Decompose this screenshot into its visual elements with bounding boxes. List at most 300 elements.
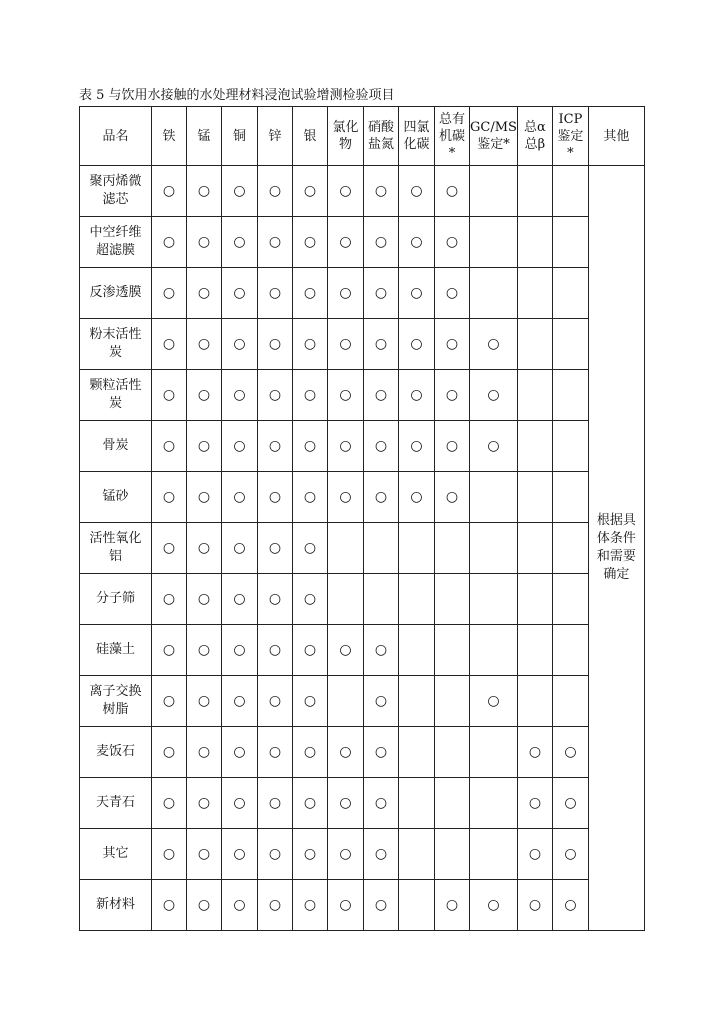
test-mark-cell — [435, 421, 470, 472]
test-mark-cell — [187, 166, 222, 217]
test-mark-cell — [222, 625, 258, 676]
circle-mark-icon: ○ — [374, 233, 388, 250]
circle-mark-icon: ○ — [197, 896, 211, 913]
circle-mark-icon: ○ — [197, 182, 211, 199]
circle-mark-icon: ○ — [564, 845, 577, 862]
empty-cell — [399, 625, 435, 676]
header-icp: ICP 鉴定 * — [552, 107, 588, 166]
circle-mark-icon: ○ — [268, 743, 282, 760]
circle-mark-icon: ○ — [197, 488, 211, 505]
empty-cell — [552, 421, 588, 472]
empty-cell — [552, 574, 588, 625]
header-zinc: 锌 — [258, 107, 293, 166]
circle-mark-icon: ○ — [303, 743, 317, 760]
table-body — [80, 166, 645, 931]
header-iron: 铁 — [152, 107, 187, 166]
circle-mark-icon: ○ — [339, 335, 352, 352]
table-row — [80, 778, 645, 829]
circle-mark-icon: ○ — [303, 539, 317, 556]
circle-mark-icon: ○ — [197, 284, 211, 301]
circle-mark-icon: ○ — [445, 335, 459, 352]
circle-mark-icon: ○ — [410, 437, 423, 454]
test-mark-cell — [187, 676, 222, 727]
circle-mark-icon: ○ — [197, 794, 211, 811]
circle-mark-icon: ○ — [487, 335, 500, 352]
material-name-cell: 活性氧化 铝 — [80, 523, 152, 574]
circle-mark-icon: ○ — [268, 335, 282, 352]
empty-cell — [399, 829, 435, 880]
test-mark-cell — [222, 574, 258, 625]
test-mark-cell — [293, 829, 328, 880]
circle-mark-icon: ○ — [233, 692, 246, 709]
test-mark-cell — [293, 676, 328, 727]
circle-mark-icon: ○ — [303, 437, 317, 454]
test-mark-cell — [152, 421, 187, 472]
test-mark-cell — [258, 727, 293, 778]
test-mark-cell — [258, 421, 293, 472]
circle-mark-icon: ○ — [268, 641, 282, 658]
test-mark-cell — [187, 370, 222, 421]
circle-mark-icon: ○ — [410, 284, 423, 301]
test-mark-cell — [399, 370, 435, 421]
circle-mark-icon: ○ — [303, 233, 317, 250]
test-mark-cell — [152, 829, 187, 880]
test-mark-cell — [552, 829, 588, 880]
circle-mark-icon: ○ — [268, 182, 282, 199]
test-mark-cell — [152, 370, 187, 421]
test-mark-cell — [435, 217, 470, 268]
header-chloride: 氯化 物 — [328, 107, 364, 166]
material-name-cell: 硅藻土 — [80, 625, 152, 676]
circle-mark-icon: ○ — [487, 437, 500, 454]
circle-mark-icon: ○ — [162, 386, 176, 403]
table-row — [80, 319, 645, 370]
material-name-cell: 颗粒活性 炭 — [80, 370, 152, 421]
test-mark-cell — [258, 523, 293, 574]
empty-cell — [552, 268, 588, 319]
empty-cell — [552, 523, 588, 574]
header-copper: 铜 — [222, 107, 258, 166]
test-mark-cell — [258, 166, 293, 217]
test-mark-cell — [328, 472, 364, 523]
circle-mark-icon: ○ — [268, 386, 282, 403]
circle-mark-icon: ○ — [233, 437, 246, 454]
circle-mark-icon: ○ — [162, 182, 176, 199]
circle-mark-icon: ○ — [339, 743, 352, 760]
empty-cell — [552, 166, 588, 217]
circle-mark-icon: ○ — [339, 284, 352, 301]
test-mark-cell — [364, 217, 399, 268]
circle-mark-icon: ○ — [487, 692, 500, 709]
empty-cell — [517, 523, 552, 574]
circle-mark-icon: ○ — [162, 539, 176, 556]
circle-mark-icon: ○ — [374, 284, 388, 301]
circle-mark-icon: ○ — [233, 182, 246, 199]
empty-cell — [552, 217, 588, 268]
test-mark-cell — [328, 727, 364, 778]
table-row — [80, 166, 645, 217]
test-mark-cell — [222, 166, 258, 217]
empty-cell — [328, 574, 364, 625]
test-mark-cell — [328, 217, 364, 268]
empty-cell — [517, 268, 552, 319]
test-mark-cell — [152, 217, 187, 268]
test-mark-cell — [152, 778, 187, 829]
test-mark-cell — [293, 880, 328, 931]
circle-mark-icon: ○ — [374, 335, 388, 352]
circle-mark-icon: ○ — [445, 386, 459, 403]
test-mark-cell — [328, 268, 364, 319]
circle-mark-icon: ○ — [445, 437, 459, 454]
test-mark-cell — [187, 778, 222, 829]
empty-cell — [470, 268, 518, 319]
circle-mark-icon: ○ — [197, 743, 211, 760]
test-mark-cell — [187, 319, 222, 370]
empty-cell — [435, 523, 470, 574]
test-mark-cell — [328, 778, 364, 829]
empty-cell — [328, 523, 364, 574]
test-mark-cell — [399, 268, 435, 319]
test-mark-cell — [328, 370, 364, 421]
material-name-cell: 反渗透膜 — [80, 268, 152, 319]
test-mark-cell — [258, 880, 293, 931]
circle-mark-icon: ○ — [233, 590, 246, 607]
empty-cell — [435, 829, 470, 880]
test-mark-cell — [364, 778, 399, 829]
test-mark-cell — [293, 421, 328, 472]
test-mark-cell — [258, 829, 293, 880]
test-mark-cell — [258, 676, 293, 727]
circle-mark-icon: ○ — [445, 896, 459, 913]
circle-mark-icon: ○ — [339, 437, 352, 454]
circle-mark-icon: ○ — [374, 437, 388, 454]
empty-cell — [517, 217, 552, 268]
test-mark-cell — [435, 268, 470, 319]
test-mark-cell — [187, 829, 222, 880]
circle-mark-icon: ○ — [303, 641, 317, 658]
test-mark-cell — [517, 880, 552, 931]
circle-mark-icon: ○ — [528, 845, 542, 862]
circle-mark-icon: ○ — [339, 845, 352, 862]
test-mark-cell — [470, 421, 518, 472]
empty-cell — [435, 574, 470, 625]
circle-mark-icon: ○ — [410, 488, 423, 505]
test-mark-cell — [258, 778, 293, 829]
circle-mark-icon: ○ — [374, 182, 388, 199]
test-mark-cell — [222, 370, 258, 421]
empty-cell — [399, 676, 435, 727]
table-row — [80, 880, 645, 931]
circle-mark-icon: ○ — [162, 284, 176, 301]
circle-mark-icon: ○ — [410, 386, 423, 403]
material-name-cell: 中空纤维 超滤膜 — [80, 217, 152, 268]
empty-cell — [517, 370, 552, 421]
test-mark-cell — [364, 829, 399, 880]
test-mark-cell — [222, 727, 258, 778]
circle-mark-icon: ○ — [564, 743, 577, 760]
header-toc: 总有 机碳 * — [435, 107, 470, 166]
circle-mark-icon: ○ — [303, 284, 317, 301]
circle-mark-icon: ○ — [162, 641, 176, 658]
test-mark-cell — [552, 778, 588, 829]
circle-mark-icon: ○ — [339, 641, 352, 658]
table-row — [80, 523, 645, 574]
test-mark-cell — [399, 421, 435, 472]
other-note-cell: 根据具 体条件 和需要 确定 — [588, 166, 644, 931]
circle-mark-icon: ○ — [339, 386, 352, 403]
circle-mark-icon: ○ — [197, 233, 211, 250]
circle-mark-icon: ○ — [233, 386, 246, 403]
header-alphabeta: 总α 总β — [517, 107, 552, 166]
test-mark-cell — [152, 625, 187, 676]
test-mark-cell — [470, 370, 518, 421]
test-mark-cell — [258, 217, 293, 268]
material-name-cell: 天青石 — [80, 778, 152, 829]
empty-cell — [435, 727, 470, 778]
test-mark-cell — [152, 880, 187, 931]
table-row — [80, 574, 645, 625]
circle-mark-icon: ○ — [233, 641, 246, 658]
test-mark-cell — [152, 523, 187, 574]
test-mark-cell — [399, 217, 435, 268]
test-mark-cell — [187, 217, 222, 268]
circle-mark-icon: ○ — [268, 539, 282, 556]
circle-mark-icon: ○ — [303, 335, 317, 352]
empty-cell — [552, 319, 588, 370]
test-mark-cell — [222, 472, 258, 523]
table-row — [80, 472, 645, 523]
test-mark-cell — [187, 574, 222, 625]
empty-cell — [552, 370, 588, 421]
circle-mark-icon: ○ — [162, 896, 176, 913]
material-name-cell: 粉末活性 炭 — [80, 319, 152, 370]
test-mark-cell — [328, 166, 364, 217]
test-mark-cell — [187, 523, 222, 574]
circle-mark-icon: ○ — [303, 488, 317, 505]
test-mark-cell — [258, 574, 293, 625]
table-row — [80, 625, 645, 676]
circle-mark-icon: ○ — [233, 284, 246, 301]
test-mark-cell — [187, 625, 222, 676]
header-ccl4: 四氯 化碳 — [399, 107, 435, 166]
empty-cell — [470, 166, 518, 217]
test-mark-cell — [152, 574, 187, 625]
circle-mark-icon: ○ — [445, 182, 459, 199]
circle-mark-icon: ○ — [410, 335, 423, 352]
test-mark-cell — [152, 676, 187, 727]
test-mark-cell — [222, 523, 258, 574]
circle-mark-icon: ○ — [374, 692, 388, 709]
circle-mark-icon: ○ — [268, 488, 282, 505]
circle-mark-icon: ○ — [233, 743, 246, 760]
circle-mark-icon: ○ — [528, 794, 542, 811]
circle-mark-icon: ○ — [445, 233, 459, 250]
test-items-table — [79, 106, 645, 931]
circle-mark-icon: ○ — [268, 845, 282, 862]
test-mark-cell — [470, 676, 518, 727]
circle-mark-icon: ○ — [374, 641, 388, 658]
test-mark-cell — [435, 880, 470, 931]
circle-mark-icon: ○ — [268, 284, 282, 301]
circle-mark-icon: ○ — [445, 488, 459, 505]
table-row — [80, 421, 645, 472]
test-mark-cell — [517, 829, 552, 880]
circle-mark-icon: ○ — [162, 233, 176, 250]
circle-mark-icon: ○ — [197, 386, 211, 403]
circle-mark-icon: ○ — [374, 794, 388, 811]
test-mark-cell — [364, 166, 399, 217]
circle-mark-icon: ○ — [233, 845, 246, 862]
header-other: 其他 — [588, 107, 644, 166]
test-mark-cell — [364, 880, 399, 931]
header-gcms: GC/MS 鉴定* — [470, 107, 518, 166]
test-mark-cell — [364, 676, 399, 727]
material-name-cell: 骨炭 — [80, 421, 152, 472]
circle-mark-icon: ○ — [162, 437, 176, 454]
test-mark-cell — [187, 472, 222, 523]
empty-cell — [470, 472, 518, 523]
material-name-cell: 其它 — [80, 829, 152, 880]
empty-cell — [399, 574, 435, 625]
material-name-cell: 锰砂 — [80, 472, 152, 523]
test-mark-cell — [435, 370, 470, 421]
circle-mark-icon: ○ — [197, 641, 211, 658]
test-mark-cell — [258, 370, 293, 421]
circle-mark-icon: ○ — [528, 743, 542, 760]
header-manganese: 锰 — [187, 107, 222, 166]
test-mark-cell — [435, 319, 470, 370]
test-mark-cell — [435, 472, 470, 523]
empty-cell — [470, 829, 518, 880]
circle-mark-icon: ○ — [410, 233, 423, 250]
circle-mark-icon: ○ — [339, 896, 352, 913]
test-mark-cell — [293, 472, 328, 523]
test-mark-cell — [293, 370, 328, 421]
test-mark-cell — [470, 319, 518, 370]
test-mark-cell — [293, 166, 328, 217]
test-mark-cell — [552, 880, 588, 931]
test-mark-cell — [187, 727, 222, 778]
circle-mark-icon: ○ — [374, 845, 388, 862]
circle-mark-icon: ○ — [374, 488, 388, 505]
test-mark-cell — [364, 319, 399, 370]
test-mark-cell — [364, 727, 399, 778]
test-mark-cell — [187, 880, 222, 931]
circle-mark-icon: ○ — [233, 794, 246, 811]
circle-mark-icon: ○ — [233, 233, 246, 250]
circle-mark-icon: ○ — [303, 182, 317, 199]
table-row — [80, 370, 645, 421]
test-mark-cell — [328, 319, 364, 370]
circle-mark-icon: ○ — [268, 896, 282, 913]
test-mark-cell — [222, 778, 258, 829]
empty-cell — [435, 625, 470, 676]
circle-mark-icon: ○ — [303, 794, 317, 811]
test-mark-cell — [258, 472, 293, 523]
test-mark-cell — [293, 268, 328, 319]
table-row — [80, 727, 645, 778]
circle-mark-icon: ○ — [233, 896, 246, 913]
circle-mark-icon: ○ — [162, 335, 176, 352]
test-mark-cell — [470, 880, 518, 931]
empty-cell — [517, 625, 552, 676]
empty-cell — [399, 880, 435, 931]
circle-mark-icon: ○ — [564, 896, 577, 913]
circle-mark-icon: ○ — [162, 743, 176, 760]
circle-mark-icon: ○ — [303, 590, 317, 607]
test-mark-cell — [222, 217, 258, 268]
test-mark-cell — [399, 319, 435, 370]
empty-cell — [470, 727, 518, 778]
test-mark-cell — [364, 625, 399, 676]
empty-cell — [435, 676, 470, 727]
test-mark-cell — [364, 472, 399, 523]
empty-cell — [470, 217, 518, 268]
circle-mark-icon: ○ — [303, 692, 317, 709]
empty-cell — [470, 778, 518, 829]
circle-mark-icon: ○ — [487, 896, 500, 913]
test-mark-cell — [152, 166, 187, 217]
empty-cell — [517, 421, 552, 472]
circle-mark-icon: ○ — [339, 794, 352, 811]
test-mark-cell — [293, 217, 328, 268]
circle-mark-icon: ○ — [268, 233, 282, 250]
test-mark-cell — [222, 880, 258, 931]
circle-mark-icon: ○ — [268, 437, 282, 454]
test-mark-cell — [328, 421, 364, 472]
table-row — [80, 829, 645, 880]
test-mark-cell — [152, 472, 187, 523]
test-mark-cell — [364, 421, 399, 472]
circle-mark-icon: ○ — [197, 845, 211, 862]
test-mark-cell — [152, 727, 187, 778]
test-mark-cell — [222, 268, 258, 319]
empty-cell — [552, 676, 588, 727]
circle-mark-icon: ○ — [303, 386, 317, 403]
test-mark-cell — [293, 319, 328, 370]
circle-mark-icon: ○ — [162, 845, 176, 862]
test-mark-cell — [293, 625, 328, 676]
test-mark-cell — [222, 676, 258, 727]
test-mark-cell — [328, 829, 364, 880]
test-mark-cell — [258, 268, 293, 319]
circle-mark-icon: ○ — [303, 845, 317, 862]
table-row — [80, 268, 645, 319]
test-mark-cell — [517, 778, 552, 829]
circle-mark-icon: ○ — [303, 896, 317, 913]
test-mark-cell — [152, 268, 187, 319]
empty-cell — [328, 676, 364, 727]
circle-mark-icon: ○ — [374, 743, 388, 760]
test-mark-cell — [187, 421, 222, 472]
header-silver: 银 — [293, 107, 328, 166]
table-caption: 表 5 与饮用水接触的水处理材料浸泡试验增测检验项目 — [79, 88, 395, 103]
test-mark-cell — [517, 727, 552, 778]
test-mark-cell — [152, 319, 187, 370]
circle-mark-icon: ○ — [410, 182, 423, 199]
circle-mark-icon: ○ — [339, 233, 352, 250]
test-mark-cell — [399, 472, 435, 523]
circle-mark-icon: ○ — [162, 692, 176, 709]
test-mark-cell — [293, 727, 328, 778]
test-mark-cell — [258, 319, 293, 370]
table-row — [80, 217, 645, 268]
circle-mark-icon: ○ — [233, 335, 246, 352]
circle-mark-icon: ○ — [197, 437, 211, 454]
test-mark-cell — [435, 166, 470, 217]
material-name-cell: 离子交换 树脂 — [80, 676, 152, 727]
circle-mark-icon: ○ — [339, 182, 352, 199]
